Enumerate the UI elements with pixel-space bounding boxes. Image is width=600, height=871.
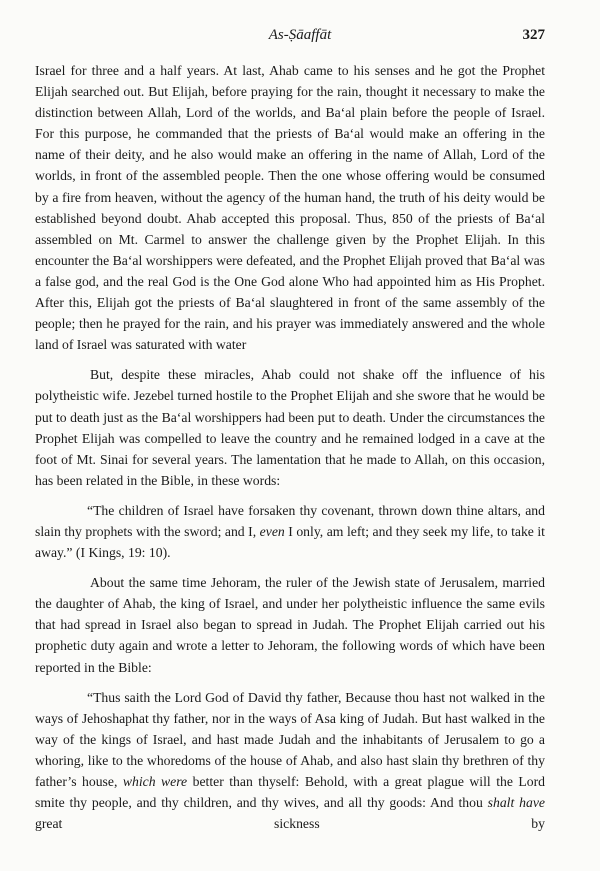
quote-letter [35,687,545,835]
paragraph-2: But, despite these miracles, Ahab could not shake off the influence of his polytheistic wife. Jezebel turned hostile to the Prophet Elijah and she swore that he would be put to death just as the Ba‘al worshippers had been put to death. Under the circumstances the Prophet Elijah was compelled to leave the country and he remained lodged in a cave at the foot of Mt. Sinai for several years. The lamentation that he made to Allah, on this occasion, has been related in the Bible, in these words: [35,367,545,488]
quote-kings-text-2: I only, am left; and they seek my life, to take it away.” (I Kings, 19: 10). [35,523,545,561]
running-header-title: As-Ṣāaffāt [268,27,332,43]
page-number: 327 [522,27,545,43]
quote-letter-text-3: great sickness by [35,816,545,832]
quote-letter-italic-1: which were [122,774,188,789]
quote-kings-text-1: “The children of Israel have forsaken thy covenant, thrown down thine altars, and slain thy prophets with the sword; and I, [35,502,545,539]
quote-letter-text-1: “Thus saith the Lord God of David thy father, Because thou hast not walked in the ways of Jehoshaphat thy father, nor in the ways of Asa king of Judah. But hast walked in the way of the kings of Israel, and hast made Judah and the inhabitants of Jerusalem to go a whoring, like to the whoredoms of the house of Ahab, and also hast slain thy brethren of thy father’s house, [35,689,545,789]
body-text [35,60,545,834]
quote-letter-text-2: better than thyself: Behold, with a great plague will the Lord smite thy people, and thy children, and thy wives, and all thy goods: And thou [35,774,545,811]
quote-kings-italic: even [259,523,285,539]
paragraph-3: About the same time Jehoram, the ruler of the Jewish state of Jerusalem, married the daughter of Ahab, the king of Israel, and under her polytheistic influence the same evils that had spread in Israel also began to spread in Judah. The Prophet Elijah carried out his prophetic duty again and wrote a letter to Jehoram, the following words of which have been reported in the Bible: [35,575,545,675]
paragraph-1: Israel for three and a half years. At last, Ahab came to his senses and he got the Prophet Elijah searched out. But Elijah, before praying for the rain, thought it necessary to make the distinction between Allah, Lord of the worlds, and Ba‘al plain before the people of Israel. For this purpose, he commanded that the priests of Ba‘al would make an offering in the name of their deity, and he also would make an offering in the name of Allah, Lord of the worlds, in front of the assembled people. Then the one whose offering would be consumed by a fire from heaven, without the agency of the human hand, the truth of his deity would be established beyond doubt. Ahab accepted this proposal. Thus, 850 of the priests of Ba‘al assembled on Mt. Carmel to answer the challenge given by the Prophet Elijah. In this encounter the Ba‘al worshippers were defeated, and the Prophet Elijah proved that Ba‘al was a false god, and the real God is the One God alone Who had appointed him as His Prophet. After this, Elijah got the priests of Ba‘al slaughtered in front of the same assembly of the people; then he prayed for the rain, and his prayer was immediately answered and the whole land of Israel was saturated with water [35,63,545,353]
quote-letter-italic-2: shalt have [487,795,545,811]
quote-kings [35,500,545,563]
